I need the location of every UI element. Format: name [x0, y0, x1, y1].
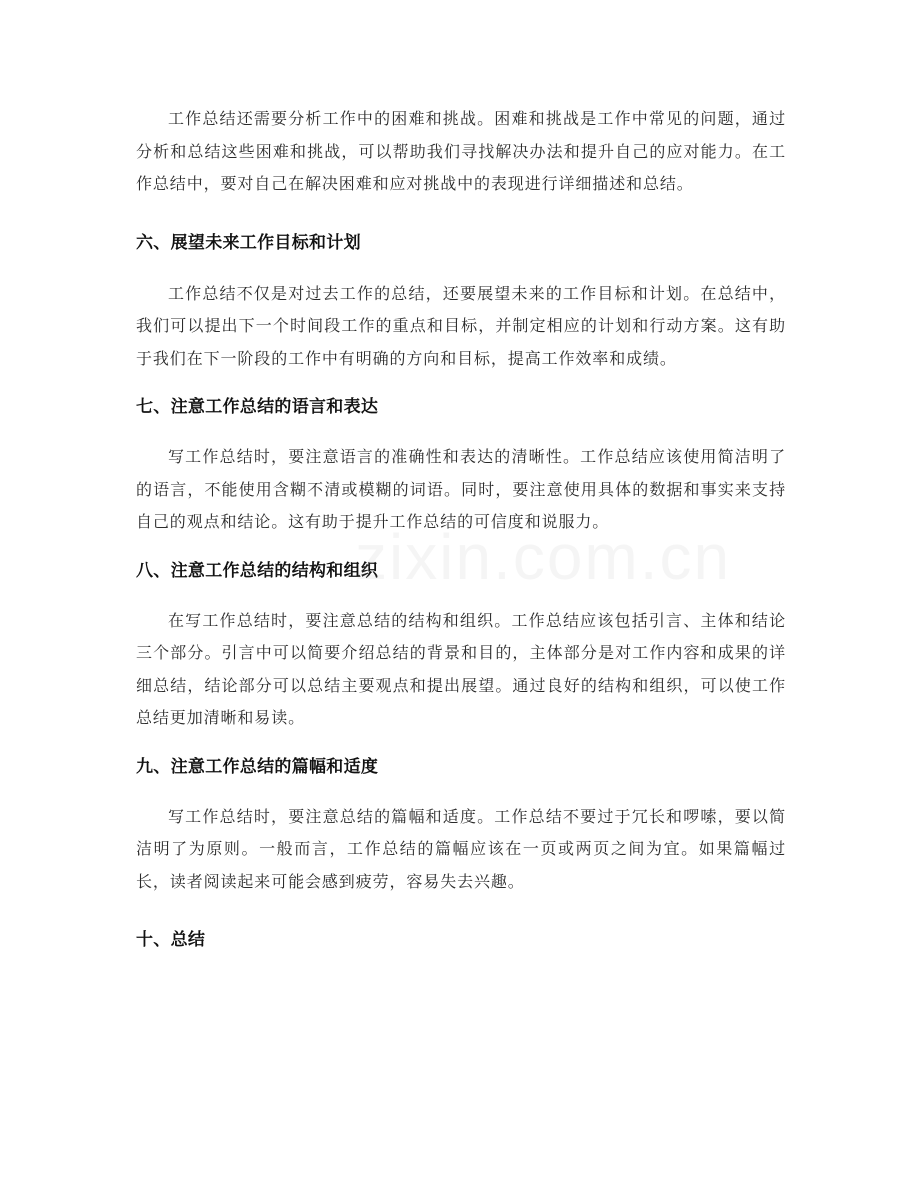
paragraph-section-8: 在写工作总结时，要注意总结的结构和组织。工作总结应该包括引言、主体和结论三个部分。引言中可以简要介绍总结的背景和目的，主体部分是对工作内容和成果的详细总结，结论部分可以总结主要观点和提出展望。通过良好的结构和组织，可以使工作总结更加清晰和易读。 — [136, 610, 786, 727]
heading-section-8: 八、注意工作总结的结构和组织 — [136, 560, 379, 581]
heading-section-6: 六、展望未来工作目标和计划 — [136, 232, 361, 253]
paragraph-section-6: 工作总结不仅是对过去工作的总结，还要展望未来的工作目标和计划。在总结中，我们可以提出下一个时间段工作的重点和目标，并制定相应的计划和行动方案。这有助于我们在下一阶段的工作中有明确的方向和目标，提高工作效率和成绩。 — [136, 283, 786, 368]
watermark-text: zixin.com.cn — [355, 521, 732, 593]
paragraph-section-7: 写工作总结时，要注意语言的准确性和表达的清晰性。工作总结应该使用简洁明了的语言，不能使用含糊不清或模糊的词语。同时，要注意使用具体的数据和事实来支持自己的观点和结论。这有助于提升工作总结的可信度和说服力。 — [136, 447, 786, 531]
heading-section-10: 十、总结 — [136, 930, 206, 950]
heading-section-7: 七、注意工作总结的语言和表达 — [136, 397, 379, 417]
paragraph-section-9: 写工作总结时，要注意总结的篇幅和适度。工作总结不要过于冗长和啰嗦，要以简洁明了为原则。一般而言，工作总结的篇幅应该在一页或两页之间为宜。如果篇幅过长，读者阅读起来可能会感到疲劳，容易失去兴趣。 — [136, 806, 786, 891]
document-body — [136, 103, 786, 952]
paragraph-difficulties: 工作总结还需要分析工作中的困难和挑战。困难和挑战是工作中常见的问题，通过分析和总结这些困难和挑战，可以帮助我们寻找解决办法和提升自己的应对能力。在工作总结中，要对自己在解决困难和应对挑战中的表现进行详细描述和总结。 — [136, 109, 786, 193]
heading-section-9: 九、注意工作总结的篇幅和适度 — [136, 756, 379, 777]
